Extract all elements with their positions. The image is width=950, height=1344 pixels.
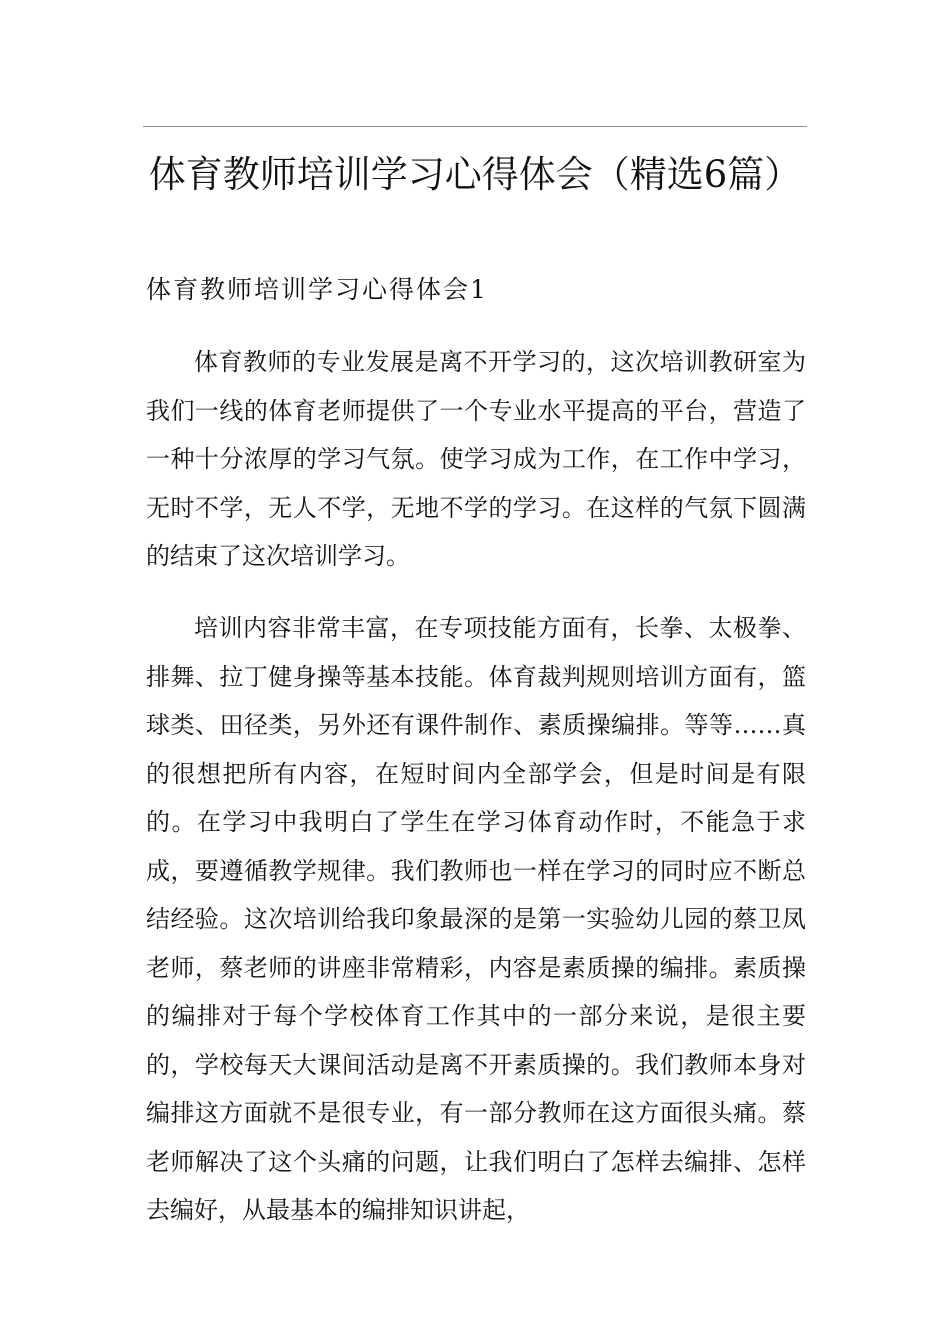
body-paragraph-1: 体育教师的专业发展是离不开学习的，这次培训教研室为我们一线的体育老师提供了一个专业水平提高的平台，营造了一种十分浓厚的学习气氛。使学习成为工作，在工作中学习，无时不学，无人不学，无地不学的学习。在这样的气氛下圆满的结束了这次培训学习。 bbox=[146, 348, 806, 570]
body-paragraph-2: 培训内容非常丰富，在专项技能方面有，长拳、太极拳、排舞、拉丁健身操等基本技能。体育裁判规则培训方面有，篮球类、田径类，另外还有课件制作、素质操编排。等等……真的很想把所有内容，在短时间内全部学会，但是时间是有限的。在学习中我明白了学生在学习体育动作时，不能急于求成，要遵循教学规律。我们教师也一样在学习的同时应不断总结经验。这次培训给我印象最深的是第一实验幼儿园的蔡卫凤老师，蔡老师的讲座非常精彩，内容是素质操的编排。素质操的编排对于每个学校体育工作其中的一部分来说，是很主要的，学校每天大课间活动是离不开素质操的。我们教师本身对编排这方面就不是很专业，有一部分教师在这方面很头痛。蔡老师解决了这个头痛的问题，让我们明白了怎样去编排、怎样去编好，从最基本的编排知识讲起， bbox=[146, 614, 806, 1224]
header-rule bbox=[143, 126, 807, 127]
section-heading: 体育教师培训学习心得体会1 bbox=[146, 275, 488, 304]
document-title: 体育教师培训学习心得体会（精选6篇） bbox=[148, 153, 802, 196]
